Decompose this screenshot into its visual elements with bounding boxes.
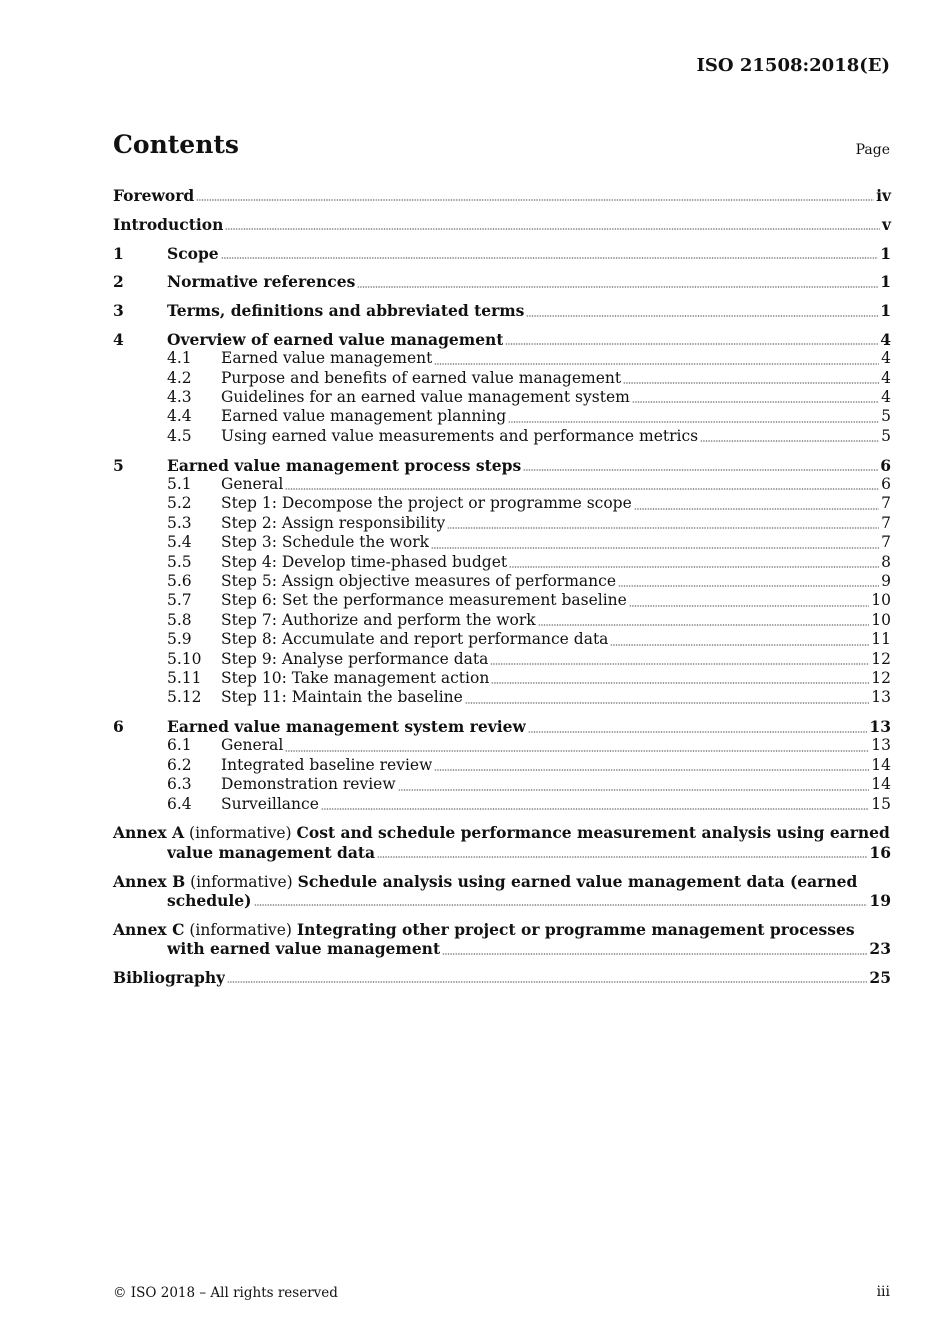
dot-leader: [227, 981, 867, 983]
toc-entry-title: Step 3: Schedule the work: [221, 533, 430, 552]
toc-entry-page: 1: [880, 301, 891, 321]
toc-entry-page: 13: [871, 688, 891, 707]
dot-leader: [629, 605, 869, 607]
toc-entry-title: Using earned value measurements and performance metrics: [221, 426, 699, 445]
toc-entry-page: 4: [881, 349, 891, 368]
toc-entry-number: 4: [113, 329, 124, 349]
toc-entry-title: Earned value management: [221, 349, 433, 368]
toc-entry-title: Step 5: Assign objective measures of performance: [221, 571, 616, 590]
toc-entry-title: Foreword: [113, 185, 195, 205]
annex-title-line1: Cost and schedule performance measurement analysis using earned: [296, 823, 890, 843]
toc-entry[interactable]: [113, 611, 891, 630]
dot-leader: [618, 585, 879, 587]
toc-entry-number: 4.1: [167, 349, 192, 368]
dot-leader: [377, 856, 867, 858]
toc-entry-page: v: [881, 214, 891, 234]
dot-leader: [398, 789, 870, 791]
toc-entry-number: 2: [113, 272, 124, 292]
annex-title-line1: Schedule analysis using earned value management data (earned: [297, 871, 858, 891]
toc-entry-page: 10: [871, 591, 891, 610]
toc-entry-number: 5.5: [167, 552, 192, 571]
dot-leader: [285, 750, 869, 752]
dot-leader: [526, 315, 878, 317]
annex-label: Annex A: [113, 823, 185, 843]
toc-entry[interactable]: [113, 244, 891, 263]
dot-leader: [634, 508, 879, 510]
toc-entry-page: 23: [869, 939, 891, 959]
toc-entry-page: 19: [869, 891, 891, 910]
dot-leader: [225, 228, 880, 230]
toc-entry-page: 6: [881, 475, 891, 494]
toc-entry-number: 5.11: [167, 668, 202, 687]
annex-info: (informative): [189, 824, 292, 843]
toc-entry-title: General: [221, 475, 284, 494]
toc-entry[interactable]: [113, 388, 891, 407]
annex-info: (informative): [189, 920, 292, 939]
toc-entry-number: 5.8: [167, 610, 192, 629]
dot-leader: [465, 702, 869, 704]
toc-entry[interactable]: [113, 330, 891, 349]
toc-entry-page: 13: [871, 736, 891, 755]
toc-entry-number: 4.2: [167, 368, 192, 387]
toc-entry-number: 5.2: [167, 494, 192, 513]
toc-entry-number: 5.7: [167, 591, 192, 610]
toc-entry-number: 6.1: [167, 736, 192, 755]
dot-leader: [508, 421, 879, 423]
toc-entry-title: Step 4: Develop time-phased budget: [221, 552, 508, 571]
page-column-label: Page: [855, 142, 890, 158]
page-number: iii: [876, 1284, 890, 1300]
toc-entry-page: 7: [881, 494, 891, 513]
toc-entry-page: 15: [871, 794, 891, 813]
toc-entry-title: General: [221, 736, 284, 755]
toc-entry[interactable]: [113, 591, 891, 610]
toc-entry-page: 4: [880, 329, 891, 349]
toc-entry-page: 6: [880, 455, 891, 475]
toc-entry-title: Earned value management planning: [221, 407, 507, 426]
dot-leader: [528, 731, 868, 733]
toc-entry[interactable]: [113, 737, 891, 756]
toc-entry-title: Step 1: Decompose the project or programme scope: [221, 494, 632, 513]
toc-entry-number: 1: [113, 243, 124, 263]
toc-entry-title: Terms, definitions and abbreviated terms: [167, 301, 525, 321]
toc-entry[interactable]: [113, 456, 891, 475]
toc-entry-page: 12: [871, 649, 891, 668]
toc-entry[interactable]: [113, 572, 891, 591]
toc-entry-number: 5.12: [167, 688, 202, 707]
toc-entry-number: 5.9: [167, 630, 192, 649]
toc-entry[interactable]: [113, 756, 891, 775]
toc-entry[interactable]: [113, 553, 891, 572]
toc-entry-title: Integrated baseline review: [221, 755, 433, 774]
toc-entry-title: Step 10: Take management action: [221, 668, 490, 687]
toc-entry[interactable]: [113, 349, 891, 368]
toc-entry-title: Step 6: Set the performance measurement baseline: [221, 591, 627, 610]
toc-entry-number: 5.6: [167, 571, 192, 590]
dot-leader: [221, 257, 879, 259]
dot-leader: [357, 286, 878, 288]
toc-entry-title: Bibliography: [113, 967, 226, 987]
table-of-contents: [113, 186, 891, 987]
toc-entry-number: 4.3: [167, 388, 192, 407]
toc-entry-page: 9: [881, 571, 891, 590]
dot-leader: [509, 566, 879, 568]
toc-entry[interactable]: [113, 688, 891, 707]
dot-leader: [434, 769, 869, 771]
toc-entry[interactable]: [113, 514, 891, 533]
toc-entry-title: Step 2: Assign responsibility: [221, 513, 446, 532]
toc-entry-page: 5: [881, 407, 891, 426]
annex-title-line2: with earned value management: [167, 939, 441, 959]
toc-entry-annex[interactable]: [113, 920, 891, 959]
toc-entry-number: 5: [113, 455, 124, 475]
toc-entry-title: Step 7: Authorize and perform the work: [221, 610, 536, 629]
toc-entry-title: Purpose and benefits of earned value management: [221, 368, 622, 387]
toc-entry[interactable]: [113, 775, 891, 794]
toc-entry-annex[interactable]: [113, 872, 891, 911]
toc-entry-title: Step 11: Maintain the baseline: [221, 688, 463, 707]
toc-entry-number: 5.10: [167, 649, 202, 668]
toc-entry-page: 1: [880, 272, 891, 292]
dot-leader: [632, 401, 879, 403]
annex-info: (informative): [190, 872, 293, 891]
dot-leader: [491, 682, 869, 684]
toc-entry-page: 13: [869, 717, 891, 737]
toc-entry[interactable]: [113, 650, 891, 669]
toc-entry-title: Demonstration review: [221, 775, 396, 794]
toc-entry-page: 14: [871, 755, 891, 774]
toc-entry-page: 25: [869, 967, 891, 987]
dot-leader: [196, 199, 874, 201]
toc-entry-title: Step 8: Accumulate and report performance data: [221, 630, 609, 649]
dot-leader: [523, 469, 878, 471]
copyright-notice: © ISO 2018 – All rights reserved: [113, 1285, 338, 1301]
toc-entry[interactable]: [113, 369, 891, 388]
annex-entries: [113, 823, 891, 958]
dot-leader: [434, 363, 879, 365]
toc-entry[interactable]: [113, 533, 891, 552]
toc-entry-number: 5.1: [167, 475, 192, 494]
toc-entry-page: 7: [881, 533, 891, 552]
toc-entry-page: 7: [881, 513, 891, 532]
toc-entry-page: 4: [881, 388, 891, 407]
toc-entry-annex[interactable]: [113, 823, 891, 862]
toc-entry[interactable]: [113, 301, 891, 320]
dot-leader: [447, 527, 879, 529]
toc-entry-page: 8: [881, 552, 891, 571]
toc-entry-title: Step 9: Analyse performance data: [221, 649, 489, 668]
toc-entry[interactable]: [113, 795, 891, 814]
toc-entry-page: 12: [871, 668, 891, 687]
toc-entry[interactable]: [113, 407, 891, 426]
toc-entry-number: 6.4: [167, 794, 192, 813]
toc-entry-page: 5: [881, 426, 891, 445]
toc-entry-title: Overview of earned value management: [167, 329, 504, 349]
toc-entry-title: Normative references: [167, 272, 356, 292]
toc-entry-page: 1: [880, 243, 891, 263]
annex-title-line2: schedule): [167, 891, 252, 910]
dot-leader: [610, 644, 869, 646]
toc-entry-number: 5.3: [167, 513, 192, 532]
page-title: Contents: [113, 130, 240, 159]
toc-entry-title: Earned value management system review: [167, 717, 526, 737]
dot-leader: [442, 953, 867, 955]
dot-leader: [538, 624, 870, 626]
toc-entry-title: Scope: [167, 243, 219, 263]
toc-entry[interactable]: [113, 215, 891, 234]
dot-leader: [623, 382, 879, 384]
document-id: ISO 21508:2018(E): [696, 55, 890, 76]
toc-entry-page: 16: [869, 842, 891, 862]
toc-entry-page: 14: [871, 775, 891, 794]
toc-entry-number: 4.4: [167, 407, 192, 426]
dot-leader: [285, 488, 879, 490]
toc-entry-page: 4: [881, 368, 891, 387]
dot-leader: [505, 343, 878, 345]
toc-entry-number: 3: [113, 301, 124, 321]
toc-entry-bibliography[interactable]: [113, 968, 891, 987]
toc-entry-title: Earned value management process steps: [167, 455, 522, 475]
annex-label: Annex C: [113, 919, 185, 939]
toc-entry-number: 5.4: [167, 533, 192, 552]
annex-label: Annex B: [113, 871, 186, 891]
annex-title-line2: value management data: [167, 842, 376, 862]
dot-leader: [431, 547, 879, 549]
dot-leader: [321, 808, 869, 810]
toc-entry-number: 6: [113, 717, 124, 737]
toc-entry-number: 6.2: [167, 755, 192, 774]
toc-entry[interactable]: [113, 475, 891, 494]
dot-leader: [490, 663, 869, 665]
toc-entry-title: Guidelines for an earned value management system: [221, 388, 630, 407]
toc-entry-title: Surveillance: [221, 794, 319, 813]
toc-entries: [113, 186, 891, 814]
dot-leader: [254, 904, 868, 906]
toc-entry[interactable]: [113, 494, 891, 513]
toc-entry[interactable]: [113, 717, 891, 736]
toc-entry-page: 10: [871, 610, 891, 629]
annex-title-line1: Integrating other project or programme management processes: [296, 919, 855, 939]
dot-leader: [700, 440, 879, 442]
toc-entry[interactable]: [113, 427, 891, 446]
toc-entry[interactable]: [113, 669, 891, 688]
toc-entry[interactable]: [113, 272, 891, 291]
toc-entry-number: 6.3: [167, 775, 192, 794]
toc-entry-number: 4.5: [167, 426, 192, 445]
toc-entry-page: iv: [876, 185, 891, 205]
toc-entry[interactable]: [113, 630, 891, 649]
toc-entry-page: 11: [871, 630, 891, 649]
toc-entry[interactable]: [113, 186, 891, 205]
toc-entry-title: Introduction: [113, 214, 224, 234]
